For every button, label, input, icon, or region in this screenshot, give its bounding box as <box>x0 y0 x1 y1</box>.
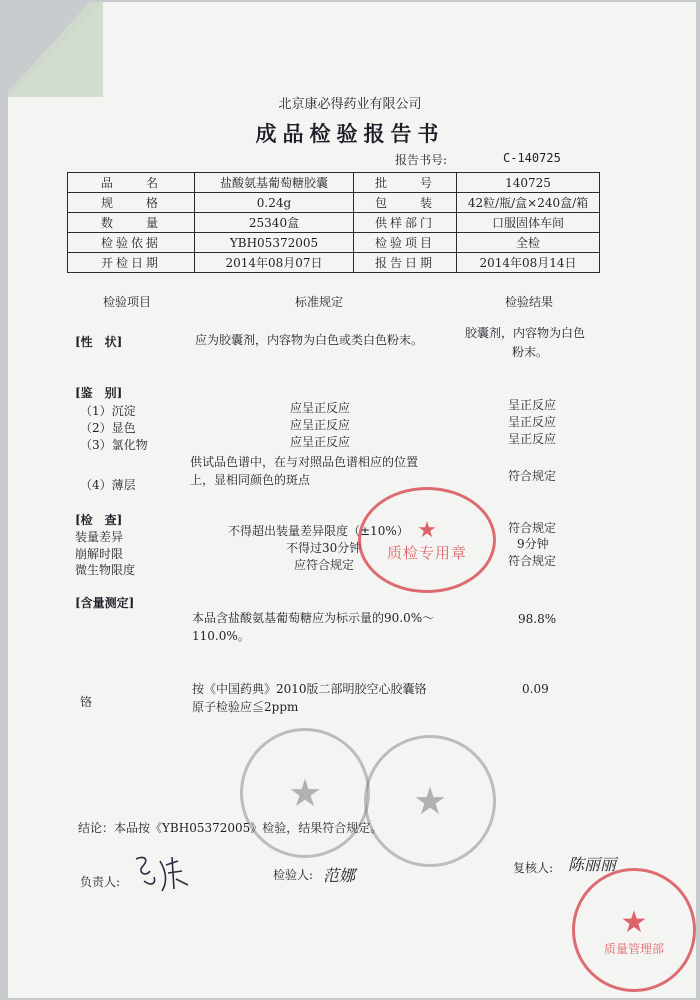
cell-label: 包 装 <box>354 193 457 213</box>
cell-value: 盐酸氨基葡萄糖胶囊 <box>195 173 354 193</box>
company-seal-stamp <box>240 728 370 858</box>
report-no-value: C-140725 <box>503 151 561 165</box>
table-row <box>68 213 600 233</box>
result-text: 呈正反应 <box>508 398 557 412</box>
cell-label: 检验项目 <box>354 233 457 253</box>
result-text: 符合规定 <box>508 521 557 535</box>
cell-label: 报告日期 <box>354 253 457 273</box>
standard-text: 供试品色谱中，在与对照品色谱相应的位置 <box>190 455 419 469</box>
section-properties: [性 状] <box>75 335 123 349</box>
responsible-label: 负责人: <box>80 875 121 889</box>
item-name: （3）氯化物 <box>80 438 148 452</box>
column-header-item: 检验项目 <box>103 295 152 309</box>
company-name: 北京康必得药业有限公司 <box>278 97 422 112</box>
cell-label: 品 名 <box>68 173 195 193</box>
standard-text: 原子检验应≦2ppm <box>192 700 299 714</box>
item-name: （4）薄层 <box>80 478 136 492</box>
cell-label: 批 号 <box>354 173 457 193</box>
star-icon: ★ <box>417 517 437 543</box>
item-name: （1）沉淀 <box>80 404 136 418</box>
cell-label: 开检日期 <box>68 253 195 273</box>
report-paper <box>8 2 696 998</box>
section-identification: [鉴 别] <box>75 386 123 400</box>
cell-label: 数 量 <box>68 213 195 233</box>
section-assay: [含量测定] <box>75 596 135 610</box>
qc-stamp <box>358 487 496 593</box>
qa-stamp <box>572 868 696 992</box>
table-row <box>68 233 600 253</box>
result-text: 98.8% <box>518 612 557 626</box>
inspector-label: 检验人: <box>273 868 314 882</box>
inspector-signature: 范娜 <box>323 866 356 885</box>
item-name: 崩解时限 <box>75 547 124 561</box>
cell-value: 25340盒 <box>195 213 354 233</box>
standard-text: 本品含盐酸氨基葡萄糖应为标示量的90.0%～ <box>192 611 435 625</box>
cell-value: 口服固体车间 <box>457 213 600 233</box>
standard-text: 不得过30分钟 <box>286 541 362 555</box>
standard-text: 不得超出装量差异限度（±10%） <box>228 524 409 538</box>
folded-corner <box>8 2 103 97</box>
header-table <box>67 172 600 273</box>
report-title: 成品检验报告书 <box>255 121 445 146</box>
result-text: 符合规定 <box>508 469 557 483</box>
section-inspection: [检 查] <box>75 513 123 527</box>
reviewer-label: 复核人: <box>513 861 554 875</box>
qc-stamp-text: 质检专用章 <box>386 544 467 563</box>
cell-value: 140725 <box>457 173 600 193</box>
standard-text: 应符合规定 <box>294 558 355 572</box>
result-text: 0.09 <box>522 682 549 696</box>
star-icon: ★ <box>287 771 323 815</box>
cell-value: 0.24g <box>195 193 354 213</box>
cell-value: YBH05372005 <box>195 233 354 253</box>
qa-stamp-text: 质量管理部 <box>603 941 664 956</box>
conclusion-text: 结论：本品按《YBH05372005》检验，结果符合规定。 <box>78 821 383 835</box>
result-text: 粉末。 <box>512 345 549 359</box>
result-text: 9分钟 <box>517 537 549 551</box>
cell-label: 规 格 <box>68 193 195 213</box>
cell-label: 检验依据 <box>68 233 195 253</box>
standard-text: 应呈正反应 <box>290 435 351 449</box>
standard-text: 上，显相同颜色的斑点 <box>190 473 311 487</box>
standard-text: 按《中国药典》2010版二部明胶空心胶囊铬 <box>192 682 427 696</box>
table-row <box>68 193 600 213</box>
item-name: （2）显色 <box>80 421 136 435</box>
standard-text: 应呈正反应 <box>290 418 351 432</box>
table-row <box>68 253 600 273</box>
result-text: 胶囊剂，内容物为白色 <box>465 326 586 340</box>
column-header-standard: 标准规定 <box>295 295 344 309</box>
star-icon: ★ <box>412 779 448 823</box>
item-name: 铬 <box>80 695 93 709</box>
cell-label: 供样部门 <box>354 213 457 233</box>
standard-text: 应呈正反应 <box>290 401 351 415</box>
item-name: 微生物限度 <box>75 563 136 577</box>
column-header-result: 检验结果 <box>505 295 554 309</box>
cell-value: 2014年08月07日 <box>195 253 354 273</box>
report-no-label: 报告书号: <box>395 153 448 167</box>
result-text: 呈正反应 <box>508 432 557 446</box>
cell-value: 2014年08月14日 <box>457 253 600 273</box>
star-icon: ★ <box>620 904 648 940</box>
item-name: 装量差异 <box>75 530 124 544</box>
company-seal-stamp <box>364 735 496 867</box>
standard-text: 110.0%。 <box>192 629 250 643</box>
cell-value: 全检 <box>457 233 600 253</box>
standard-text: 应为胶囊剂，内容物为白色或类白色粉末。 <box>195 333 424 347</box>
reviewer-signature: 陈丽丽 <box>568 855 617 874</box>
result-text: 呈正反应 <box>508 415 557 429</box>
responsible-signature <box>132 851 194 895</box>
result-text: 符合规定 <box>508 554 557 568</box>
cell-value: 42粒/瓶/盒×240盒/箱 <box>457 193 600 213</box>
table-row <box>68 173 600 193</box>
